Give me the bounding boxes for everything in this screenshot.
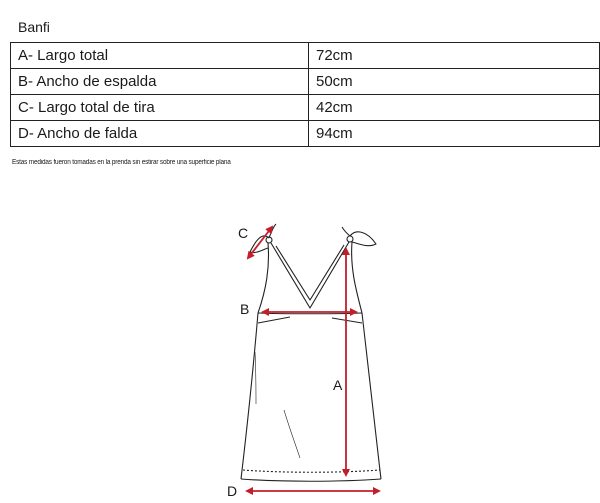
page-title: Banfi (18, 19, 50, 35)
measure-label: C- Largo total de tira (11, 95, 309, 121)
skirt-fold (284, 410, 300, 458)
measure-label: B- Ancho de espalda (11, 69, 309, 95)
measure-value: 72cm (309, 43, 600, 69)
v-neck-inner (276, 245, 344, 300)
measurement-lines (247, 227, 379, 491)
right-strap-end (342, 227, 350, 236)
label-a: A (333, 377, 343, 393)
v-neck-outer (271, 242, 349, 308)
right-dart (332, 318, 362, 323)
measure-value: 42cm (309, 95, 600, 121)
hem-stitch (243, 470, 380, 472)
skirt-right-side (362, 313, 381, 479)
left-strap-end (269, 224, 276, 238)
skirt-fold-side (255, 352, 256, 404)
measure-value: 94cm (309, 121, 600, 147)
left-dart (258, 317, 290, 323)
label-b: B (240, 301, 250, 317)
right-armhole (352, 242, 362, 313)
label-d: D (227, 483, 238, 499)
measurement-note: Estas medidas fueron tomadas en la prenda sin estirar sobre una superficie plana (12, 159, 231, 166)
label-c: C (238, 225, 249, 241)
left-armhole (258, 243, 269, 313)
measure-label: A- Largo total (11, 43, 309, 69)
measure-label: D- Ancho de falda (11, 121, 309, 147)
right-strap-tie (350, 232, 376, 246)
skirt-hem (241, 479, 381, 481)
skirt-left-side (241, 313, 258, 479)
dress-outline (241, 224, 381, 481)
right-strap-knot (347, 236, 353, 242)
measure-value: 50cm (309, 69, 600, 95)
